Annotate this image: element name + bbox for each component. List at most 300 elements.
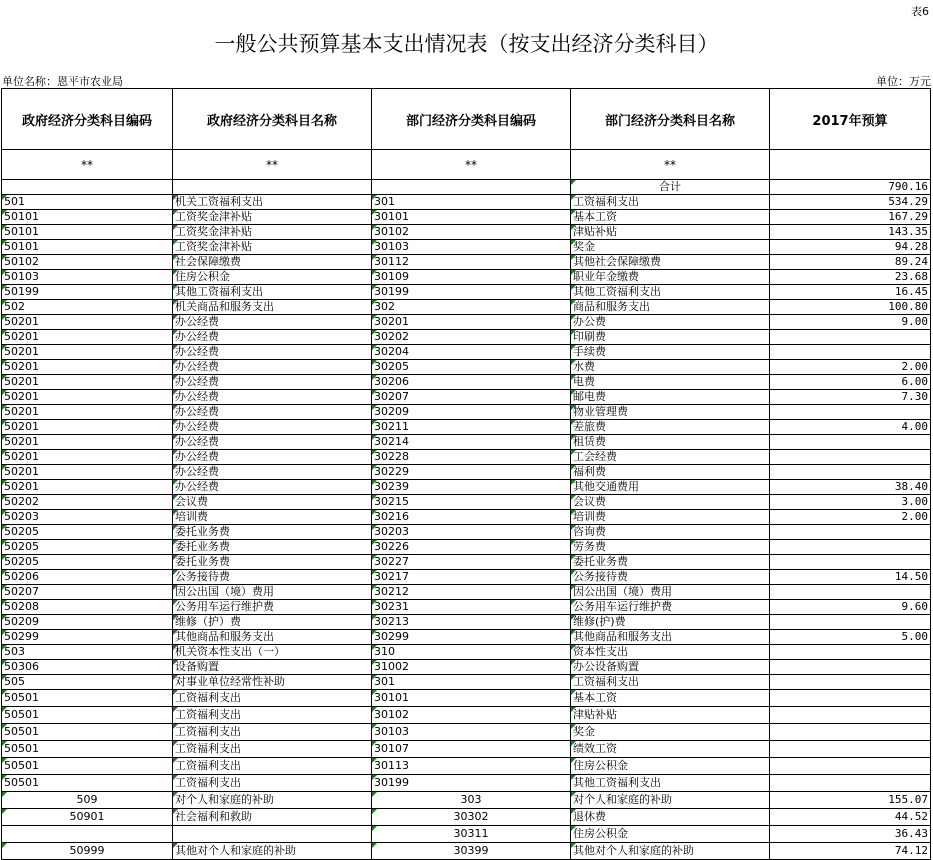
- gov-name-cell[interactable]: 办公经费: [173, 390, 372, 405]
- cell-marker-icon: [173, 555, 178, 560]
- dept-code-cell[interactable]: 30214: [372, 435, 571, 450]
- dept-name-cell[interactable]: 差旅费: [571, 420, 770, 435]
- cell-marker-icon: [571, 675, 576, 680]
- gov-name-cell[interactable]: 其他商品和服务支出: [173, 630, 372, 645]
- dept-name-cell[interactable]: 其他工资福利支出: [571, 285, 770, 300]
- gov-name-cell[interactable]: 公务接待费: [173, 570, 372, 585]
- total-value[interactable]: 790.16: [770, 180, 931, 195]
- table-row: [2, 792, 931, 809]
- dept-name-cell[interactable]: 奖金: [571, 240, 770, 255]
- gov-code-cell[interactable]: 50201: [2, 420, 173, 435]
- header-dept-code[interactable]: 部门经济分类科目编码: [372, 89, 571, 150]
- gov-name-cell[interactable]: 工资奖金津补贴: [173, 210, 372, 225]
- dept-name-cell[interactable]: 工会经费: [571, 450, 770, 465]
- cell-marker-icon: [173, 585, 178, 590]
- gov-code-cell[interactable]: 502: [2, 300, 173, 315]
- gov-code-cell[interactable]: 50201: [2, 315, 173, 330]
- dept-name-cell[interactable]: 职业年金缴费: [571, 270, 770, 285]
- cell-marker-icon: [372, 465, 377, 470]
- currency-unit: 单位：万元: [876, 75, 931, 88]
- amount-cell[interactable]: [770, 615, 931, 630]
- gov-name-cell[interactable]: 工资福利支出: [173, 707, 372, 724]
- cell-marker-icon: [372, 450, 377, 455]
- gov-name-cell[interactable]: 办公经费: [173, 360, 372, 375]
- gov-code-cell[interactable]: 50501: [2, 758, 173, 775]
- dept-name-cell[interactable]: 手续费: [571, 345, 770, 360]
- dept-code-cell[interactable]: 30101: [372, 210, 571, 225]
- dept-name-cell[interactable]: 基本工资: [571, 690, 770, 707]
- dept-code-cell[interactable]: 303: [372, 792, 571, 809]
- gov-name-cell[interactable]: 设备购置: [173, 660, 372, 675]
- amount-cell[interactable]: [770, 330, 931, 345]
- dept-code-cell[interactable]: 30217: [372, 570, 571, 585]
- dept-name-cell[interactable]: 其他交通费用: [571, 480, 770, 495]
- dept-code-cell[interactable]: 30203: [372, 525, 571, 540]
- header-gov-name[interactable]: 政府经济分类科目名称: [173, 89, 372, 150]
- dept-code-cell[interactable]: 30231: [372, 600, 571, 615]
- dept-name-cell[interactable]: 福利费: [571, 465, 770, 480]
- gov-name-cell[interactable]: 公务用车运行维护费: [173, 600, 372, 615]
- cell-marker-icon: [2, 240, 7, 245]
- gov-name-cell[interactable]: 办公经费: [173, 330, 372, 345]
- amount-cell[interactable]: [770, 675, 931, 690]
- gov-code-cell[interactable]: 50101: [2, 210, 173, 225]
- cell-marker-icon: [571, 510, 576, 515]
- amount-cell[interactable]: [770, 775, 931, 792]
- gov-code-cell[interactable]: 50202: [2, 495, 173, 510]
- table-row: [2, 420, 931, 435]
- dept-code-cell[interactable]: 30199: [372, 775, 571, 792]
- gov-name-cell[interactable]: 机关商品和服务支出: [173, 300, 372, 315]
- dept-code-cell[interactable]: 302: [372, 300, 571, 315]
- table-cell[interactable]: [2, 180, 173, 195]
- gov-name-cell[interactable]: 工资福利支出: [173, 690, 372, 707]
- sheet-tag: 表6: [911, 5, 929, 18]
- cell-marker-icon: [372, 195, 377, 200]
- dept-name-cell[interactable]: 电费: [571, 375, 770, 390]
- dept-code-cell[interactable]: 30212: [372, 585, 571, 600]
- amount-cell[interactable]: [770, 405, 931, 420]
- dept-code-cell[interactable]: 30216: [372, 510, 571, 525]
- dept-name-cell[interactable]: 公务用车运行维护费: [571, 600, 770, 615]
- gov-code-cell[interactable]: 50201: [2, 375, 173, 390]
- amount-cell[interactable]: 89.24: [770, 255, 931, 270]
- gov-name-cell[interactable]: 工资福利支出: [173, 724, 372, 741]
- gov-name-cell[interactable]: 工资福利支出: [173, 775, 372, 792]
- gov-name-cell[interactable]: 办公经费: [173, 345, 372, 360]
- amount-cell[interactable]: 94.28: [770, 240, 931, 255]
- amount-cell[interactable]: [770, 585, 931, 600]
- table-cell[interactable]: **: [173, 150, 372, 180]
- dept-name-cell[interactable]: 物业管理费: [571, 405, 770, 420]
- gov-name-cell[interactable]: 机关工资福利支出: [173, 195, 372, 210]
- dept-code-cell[interactable]: 30101: [372, 690, 571, 707]
- amount-cell[interactable]: 6.00: [770, 375, 931, 390]
- cell-marker-icon: [2, 540, 7, 545]
- dept-code-cell[interactable]: 30226: [372, 540, 571, 555]
- cell-marker-icon: [2, 675, 7, 680]
- cell-marker-icon: [571, 405, 576, 410]
- cell-marker-icon: [372, 480, 377, 485]
- dept-code-cell[interactable]: 30204: [372, 345, 571, 360]
- table-row: [2, 758, 931, 775]
- cell-marker-icon: [2, 707, 7, 712]
- cell-marker-icon: [372, 600, 377, 605]
- gov-name-cell[interactable]: 其他对个人和家庭的补助: [173, 843, 372, 860]
- dept-name-cell[interactable]: 绩效工资: [571, 741, 770, 758]
- table-row: [2, 843, 931, 860]
- gov-name-cell[interactable]: 办公经费: [173, 420, 372, 435]
- gov-name-cell[interactable]: [173, 826, 372, 843]
- amount-cell[interactable]: 38.40: [770, 480, 931, 495]
- amount-cell[interactable]: [770, 707, 931, 724]
- gov-code-cell[interactable]: 50206: [2, 570, 173, 585]
- cell-marker-icon: [2, 225, 7, 230]
- gov-code-cell[interactable]: 50999: [2, 843, 173, 860]
- dept-name-cell[interactable]: 其他社会保障缴费: [571, 255, 770, 270]
- cell-marker-icon: [2, 645, 7, 650]
- dept-code-cell[interactable]: 30103: [372, 240, 571, 255]
- amount-cell[interactable]: [770, 645, 931, 660]
- gov-name-cell[interactable]: 因公出国（境）费用: [173, 585, 372, 600]
- gov-name-cell[interactable]: 委托业务费: [173, 555, 372, 570]
- gov-code-cell[interactable]: 50103: [2, 270, 173, 285]
- table-row: [2, 645, 931, 660]
- gov-name-cell[interactable]: 对个人和家庭的补助: [173, 792, 372, 809]
- gov-code-cell[interactable]: 50201: [2, 390, 173, 405]
- amount-cell[interactable]: [770, 525, 931, 540]
- dept-code-cell[interactable]: 310: [372, 645, 571, 660]
- dept-name-cell[interactable]: 租赁费: [571, 435, 770, 450]
- table-cell[interactable]: [770, 150, 931, 180]
- dept-name-cell[interactable]: 基本工资: [571, 210, 770, 225]
- gov-name-cell[interactable]: 办公经费: [173, 405, 372, 420]
- gov-code-cell[interactable]: 50207: [2, 585, 173, 600]
- gov-code-cell[interactable]: 50208: [2, 600, 173, 615]
- gov-code-cell[interactable]: 50299: [2, 630, 173, 645]
- cell-marker-icon: [2, 195, 7, 200]
- dept-name-cell[interactable]: 办公费: [571, 315, 770, 330]
- gov-code-cell[interactable]: 50501: [2, 707, 173, 724]
- dept-code-cell[interactable]: 30206: [372, 375, 571, 390]
- gov-code-cell[interactable]: 50201: [2, 435, 173, 450]
- gov-code-cell[interactable]: 50209: [2, 615, 173, 630]
- gov-name-cell[interactable]: 住房公积金: [173, 270, 372, 285]
- gov-name-cell[interactable]: 维修（护）费: [173, 615, 372, 630]
- gov-name-cell[interactable]: 办公经费: [173, 450, 372, 465]
- dept-name-cell[interactable]: 奖金: [571, 724, 770, 741]
- dept-name-cell[interactable]: 咨询费: [571, 525, 770, 540]
- dept-name-cell[interactable]: 对个人和家庭的补助: [571, 792, 770, 809]
- dept-code-cell[interactable]: 30107: [372, 741, 571, 758]
- cell-marker-icon: [372, 240, 377, 245]
- dept-code-cell[interactable]: 30112: [372, 255, 571, 270]
- dept-name-cell[interactable]: 劳务费: [571, 540, 770, 555]
- cell-marker-icon: [571, 758, 576, 763]
- table-cell[interactable]: **: [2, 150, 173, 180]
- dept-code-cell[interactable]: 30211: [372, 420, 571, 435]
- table-row: [2, 255, 931, 270]
- dept-code-cell[interactable]: 30228: [372, 450, 571, 465]
- amount-cell[interactable]: [770, 724, 931, 741]
- amount-cell[interactable]: 100.80: [770, 300, 931, 315]
- dept-code-cell[interactable]: 30102: [372, 225, 571, 240]
- cell-marker-icon: [173, 707, 178, 712]
- gov-code-cell[interactable]: 50101: [2, 225, 173, 240]
- gov-name-cell[interactable]: 对事业单位经常性补助: [173, 675, 372, 690]
- table-row: [2, 660, 931, 675]
- amount-cell[interactable]: 74.12: [770, 843, 931, 860]
- dept-name-cell[interactable]: 退休费: [571, 809, 770, 826]
- dept-code-cell[interactable]: 30109: [372, 270, 571, 285]
- dept-code-cell[interactable]: 30239: [372, 480, 571, 495]
- total-label[interactable]: 合计: [571, 180, 770, 195]
- table-cell[interactable]: **: [571, 150, 770, 180]
- cell-marker-icon: [2, 315, 7, 320]
- gov-name-cell[interactable]: 办公经费: [173, 480, 372, 495]
- cell-marker-icon: [2, 270, 7, 275]
- amount-cell[interactable]: 9.60: [770, 600, 931, 615]
- dept-code-cell[interactable]: 30209: [372, 405, 571, 420]
- cell-marker-icon: [2, 420, 7, 425]
- dept-name-cell[interactable]: 其他对个人和家庭的补助: [571, 843, 770, 860]
- gov-code-cell[interactable]: 503: [2, 645, 173, 660]
- amount-cell[interactable]: [770, 555, 931, 570]
- amount-cell[interactable]: 2.00: [770, 510, 931, 525]
- gov-code-cell[interactable]: 50205: [2, 525, 173, 540]
- gov-name-cell[interactable]: 工资福利支出: [173, 741, 372, 758]
- amount-cell[interactable]: 3.00: [770, 495, 931, 510]
- cell-marker-icon: [571, 285, 576, 290]
- cell-marker-icon: [571, 843, 576, 848]
- gov-code-cell[interactable]: 50201: [2, 465, 173, 480]
- amount-cell[interactable]: [770, 540, 931, 555]
- table-row: [2, 240, 931, 255]
- cell-marker-icon: [571, 660, 576, 665]
- cell-marker-icon: [372, 675, 377, 680]
- dept-name-cell[interactable]: 工资福利支出: [571, 195, 770, 210]
- dept-code-cell[interactable]: 30201: [372, 315, 571, 330]
- gov-name-cell[interactable]: 会议费: [173, 495, 372, 510]
- gov-code-cell[interactable]: 50501: [2, 741, 173, 758]
- amount-cell[interactable]: [770, 450, 931, 465]
- gov-code-cell[interactable]: 50201: [2, 450, 173, 465]
- cell-marker-icon: [372, 809, 377, 814]
- dept-code-cell[interactable]: 30302: [372, 809, 571, 826]
- dept-name-cell[interactable]: 住房公积金: [571, 826, 770, 843]
- gov-code-cell[interactable]: 501: [2, 195, 173, 210]
- amount-cell[interactable]: [770, 660, 931, 675]
- cell-marker-icon: [173, 600, 178, 605]
- cell-marker-icon: [2, 495, 7, 500]
- cell-marker-icon: [372, 555, 377, 560]
- dept-name-cell[interactable]: 会议费: [571, 495, 770, 510]
- gov-code-cell[interactable]: [2, 826, 173, 843]
- gov-code-cell[interactable]: 505: [2, 675, 173, 690]
- gov-code-cell[interactable]: 50201: [2, 345, 173, 360]
- amount-cell[interactable]: 155.07: [770, 792, 931, 809]
- amount-cell[interactable]: [770, 758, 931, 775]
- dept-code-cell[interactable]: 30311: [372, 826, 571, 843]
- dept-code-cell[interactable]: 30202: [372, 330, 571, 345]
- gov-name-cell[interactable]: 社会保障缴费: [173, 255, 372, 270]
- cell-marker-icon: [571, 330, 576, 335]
- table-row: [2, 600, 931, 615]
- dept-code-cell[interactable]: 30205: [372, 360, 571, 375]
- gov-code-cell[interactable]: 50201: [2, 360, 173, 375]
- gov-code-cell[interactable]: 50199: [2, 285, 173, 300]
- dept-name-cell[interactable]: 维修(护)费: [571, 615, 770, 630]
- cell-marker-icon: [173, 570, 178, 575]
- table-row: [2, 225, 931, 240]
- table-cell[interactable]: [372, 180, 571, 195]
- gov-name-cell[interactable]: 工资福利支出: [173, 758, 372, 775]
- cell-marker-icon: [372, 690, 377, 695]
- cell-marker-icon: [173, 792, 178, 797]
- dept-name-cell[interactable]: 印刷费: [571, 330, 770, 345]
- table-row: [2, 435, 931, 450]
- amount-cell[interactable]: 143.35: [770, 225, 931, 240]
- gov-name-cell[interactable]: 委托业务费: [173, 525, 372, 540]
- amount-cell[interactable]: 2.00: [770, 360, 931, 375]
- gov-code-cell[interactable]: 50201: [2, 480, 173, 495]
- amount-cell[interactable]: 23.68: [770, 270, 931, 285]
- dept-code-cell[interactable]: 30102: [372, 707, 571, 724]
- amount-cell[interactable]: [770, 465, 931, 480]
- dept-code-cell[interactable]: 30299: [372, 630, 571, 645]
- amount-cell[interactable]: [770, 345, 931, 360]
- cell-marker-icon: [173, 615, 178, 620]
- amount-cell[interactable]: 7.30: [770, 390, 931, 405]
- header-budget-2017[interactable]: 2017年预算: [770, 89, 931, 150]
- table-row: [2, 375, 931, 390]
- gov-code-cell[interactable]: 50205: [2, 555, 173, 570]
- dept-name-cell[interactable]: 委托业务费: [571, 555, 770, 570]
- cell-marker-icon: [372, 525, 377, 530]
- dept-name-cell[interactable]: 水费: [571, 360, 770, 375]
- cell-marker-icon: [173, 420, 178, 425]
- gov-name-cell[interactable]: 工资奖金津补贴: [173, 240, 372, 255]
- dept-name-cell[interactable]: 因公出国（境）费用: [571, 585, 770, 600]
- amount-cell[interactable]: 167.29: [770, 210, 931, 225]
- gov-code-cell[interactable]: 50501: [2, 690, 173, 707]
- gov-code-cell[interactable]: 50501: [2, 724, 173, 741]
- amount-cell[interactable]: [770, 435, 931, 450]
- cell-marker-icon: [2, 510, 7, 515]
- dept-code-cell[interactable]: 30215: [372, 495, 571, 510]
- dept-name-cell[interactable]: 公务接待费: [571, 570, 770, 585]
- table-cell[interactable]: **: [372, 150, 571, 180]
- dept-name-cell[interactable]: 商品和服务支出: [571, 300, 770, 315]
- dept-code-cell[interactable]: 30103: [372, 724, 571, 741]
- gov-name-cell[interactable]: 其他工资福利支出: [173, 285, 372, 300]
- gov-code-cell[interactable]: 50102: [2, 255, 173, 270]
- cell-marker-icon: [372, 775, 377, 780]
- placeholder-row: [2, 150, 931, 180]
- gov-code-cell[interactable]: 50501: [2, 775, 173, 792]
- gov-name-cell[interactable]: 培训费: [173, 510, 372, 525]
- gov-code-cell[interactable]: 50901: [2, 809, 173, 826]
- dept-name-cell[interactable]: 邮电费: [571, 390, 770, 405]
- cell-marker-icon: [2, 741, 7, 746]
- dept-name-cell[interactable]: 津贴补贴: [571, 225, 770, 240]
- table-row: [2, 390, 931, 405]
- dept-code-cell[interactable]: 301: [372, 675, 571, 690]
- dept-name-cell[interactable]: 其他工资福利支出: [571, 775, 770, 792]
- gov-name-cell[interactable]: 社会福利和救助: [173, 809, 372, 826]
- dept-code-cell[interactable]: 30227: [372, 555, 571, 570]
- amount-cell[interactable]: [770, 690, 931, 707]
- cell-marker-icon: [173, 285, 178, 290]
- amount-cell[interactable]: 9.00: [770, 315, 931, 330]
- dept-code-cell[interactable]: 31002: [372, 660, 571, 675]
- gov-name-cell[interactable]: 办公经费: [173, 465, 372, 480]
- gov-name-cell[interactable]: 办公经费: [173, 375, 372, 390]
- cell-marker-icon: [2, 375, 7, 380]
- amount-cell[interactable]: 4.00: [770, 420, 931, 435]
- gov-code-cell[interactable]: 509: [2, 792, 173, 809]
- gov-code-cell[interactable]: 50101: [2, 240, 173, 255]
- cell-marker-icon: [173, 345, 178, 350]
- dept-name-cell[interactable]: 住房公积金: [571, 758, 770, 775]
- dept-code-cell[interactable]: 30113: [372, 758, 571, 775]
- cell-marker-icon: [173, 741, 178, 746]
- dept-name-cell[interactable]: 培训费: [571, 510, 770, 525]
- gov-name-cell[interactable]: 办公经费: [173, 315, 372, 330]
- dept-code-cell[interactable]: 30399: [372, 843, 571, 860]
- amount-cell[interactable]: 5.00: [770, 630, 931, 645]
- dept-name-cell[interactable]: 津贴补贴: [571, 707, 770, 724]
- gov-code-cell[interactable]: 50306: [2, 660, 173, 675]
- gov-code-cell[interactable]: 50203: [2, 510, 173, 525]
- cell-marker-icon: [173, 255, 178, 260]
- header-dept-name[interactable]: 部门经济分类科目名称: [571, 89, 770, 150]
- dept-code-cell[interactable]: 30229: [372, 465, 571, 480]
- amount-cell[interactable]: 14.50: [770, 570, 931, 585]
- dept-code-cell[interactable]: 30213: [372, 615, 571, 630]
- gov-code-cell[interactable]: 50201: [2, 330, 173, 345]
- dept-code-cell[interactable]: 301: [372, 195, 571, 210]
- table-row: [2, 210, 931, 225]
- cell-marker-icon: [372, 405, 377, 410]
- gov-name-cell[interactable]: 工资奖金津补贴: [173, 225, 372, 240]
- gov-code-cell[interactable]: 50201: [2, 405, 173, 420]
- cell-marker-icon: [571, 775, 576, 780]
- dept-name-cell[interactable]: 资本性支出: [571, 645, 770, 660]
- dept-code-cell[interactable]: 30199: [372, 285, 571, 300]
- gov-name-cell[interactable]: 办公经费: [173, 435, 372, 450]
- unit-info-row: [2, 73, 931, 87]
- dept-name-cell[interactable]: 工资福利支出: [571, 675, 770, 690]
- amount-cell[interactable]: 534.29: [770, 195, 931, 210]
- dept-name-cell[interactable]: 办公设备购置: [571, 660, 770, 675]
- cell-marker-icon: [571, 724, 576, 729]
- table-row: [2, 300, 931, 315]
- amount-cell[interactable]: 16.45: [770, 285, 931, 300]
- dept-name-cell[interactable]: 其他商品和服务支出: [571, 630, 770, 645]
- dept-code-cell[interactable]: 30207: [372, 390, 571, 405]
- gov-name-cell[interactable]: 委托业务费: [173, 540, 372, 555]
- amount-cell[interactable]: 36.43: [770, 826, 931, 843]
- gov-name-cell[interactable]: 机关资本性支出（一）: [173, 645, 372, 660]
- header-gov-code[interactable]: 政府经济分类科目编码: [2, 89, 173, 150]
- amount-cell[interactable]: 44.52: [770, 809, 931, 826]
- table-cell[interactable]: [173, 180, 372, 195]
- gov-code-cell[interactable]: 50205: [2, 540, 173, 555]
- amount-cell[interactable]: [770, 741, 931, 758]
- cell-marker-icon: [173, 300, 178, 305]
- cell-marker-icon: [173, 480, 178, 485]
